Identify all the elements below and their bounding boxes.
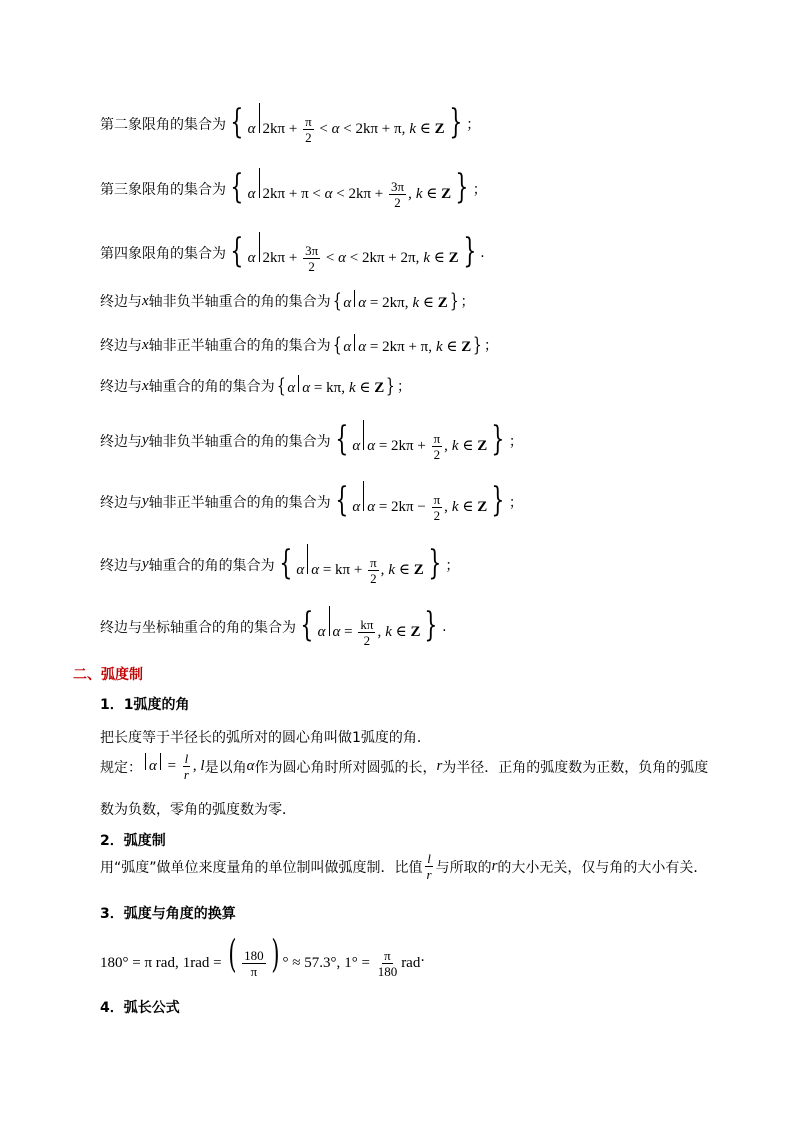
set-expression: { α α = 2kπ + π, k ∈ Z}	[332, 332, 483, 356]
set-y-axis: 终边与 y 轴重合的角的集合为 { α α = kπ + $\frac{\pi}{2}$ , k ∈ Z } ；	[100, 543, 460, 587]
set-quadrant-2: 第二象限角的集合为 { α 2kπ + $\frac{\pi}{2}$ < α < 2kπ + π, k ∈ Z } ；	[100, 102, 481, 146]
set-axes: 终边与坐标轴重合的角的集合为 { α α = $\frac{k\pi}{2}$ , k ∈ Z } .	[100, 605, 447, 649]
set-expression: { α α = $\frac{k\pi}{2}$ , k ∈ Z }	[300, 605, 438, 649]
subheading-2: 2．弧度制	[100, 833, 166, 849]
paragraph: 把长度等于半径长的弧所对的圆心角叫做1弧度的角．	[100, 730, 431, 746]
subheading-1: 1．1弧度的角	[100, 697, 190, 713]
set-quadrant-4: 第四象限角的集合为 { α 2kπ + $\frac{3\pi}{2}$ < α < 2kπ + 2π, k ∈ Z } .	[100, 231, 485, 275]
set-expression: { α α = 2kπ − $\frac{\pi}{2}$ , k ∈ Z }	[335, 480, 505, 524]
set-y-nonneg: 终边与 y 轴非负半轴重合的角的集合为 { α α = 2kπ + $\frac{\pi}{2}$ , k ∈ Z } ；	[100, 419, 523, 463]
paragraph-rule: 规定： α = $\frac{l}{r}$ , l 是以角 α 作为圆心角时所对圆弧的长， r 为半径．正角的弧度数为正数，负角的弧度	[100, 751, 709, 782]
left-brace: {	[230, 102, 244, 142]
set-label: 第二象限角的集合为	[100, 116, 226, 133]
set-x-nonpos: 终边与 x 轴非正半轴重合的角的集合为 { α α = 2kπ + π, k ∈ Z} ；	[100, 332, 499, 356]
paragraph: 数为负数，零角的弧度数为零．	[100, 802, 296, 818]
set-expression: { α α = kπ + $\frac{\pi}{2}$ , k ∈ Z }	[279, 543, 442, 587]
set-expression: { α 2kπ + π < α < 2kπ + $\frac{3\pi}{2}$ , k ∈ Z }	[230, 167, 469, 211]
set-y-nonpos: 终边与 y 轴非正半轴重合的角的集合为 { α α = 2kπ − $\frac{\pi}{2}$ , k ∈ Z } ；	[100, 480, 523, 524]
set-label: 第四象限角的集合为	[100, 245, 226, 262]
subheading-3: 3．弧度与角度的换算	[100, 906, 236, 922]
set-expression: { α α = kπ, k ∈ Z}	[276, 373, 396, 397]
set-expression: { α 2kπ + $\frac{\pi}{2}$ < α < 2kπ + π, k ∈ Z }	[230, 102, 462, 146]
subheading-4: 4．弧长公式	[100, 1000, 180, 1016]
set-label: 第三象限角的集合为	[100, 181, 226, 198]
set-x-axis: 终边与 x 轴重合的角的集合为 { α α = kπ, k ∈ Z} ；	[100, 373, 411, 397]
set-quadrant-3: 第三象限角的集合为 { α 2kπ + π < α < 2kπ + $\frac{3\pi}{2}$ , k ∈ Z } ；	[100, 167, 487, 211]
set-expression: { α α = 2kπ + $\frac{\pi}{2}$ , k ∈ Z }	[335, 419, 505, 463]
conversion-formula: 180° = π rad, 1rad = ( $\frac{180}{\pi}$ ) ° ≈ 57.3°, 1° = $\frac{\pi}{180}$ rad .	[100, 932, 425, 980]
set-expression: { α α = 2kπ, k ∈ Z}	[332, 288, 459, 312]
set-x-nonneg: 终边与 x 轴非负半轴重合的角的集合为 { α α = 2kπ, k ∈ Z} ；	[100, 288, 475, 312]
set-expression: { α 2kπ + $\frac{3\pi}{2}$ < α < 2kπ + 2π, k ∈ Z }	[230, 231, 476, 275]
section-heading: 二、弧度制	[73, 667, 143, 683]
paragraph: 用“弧度”做单位来度量角的单位制叫做弧度制．比值 $\frac{l}{r}$ 与所取的 r 的大小无关，仅与角的大小有关．	[100, 851, 708, 882]
